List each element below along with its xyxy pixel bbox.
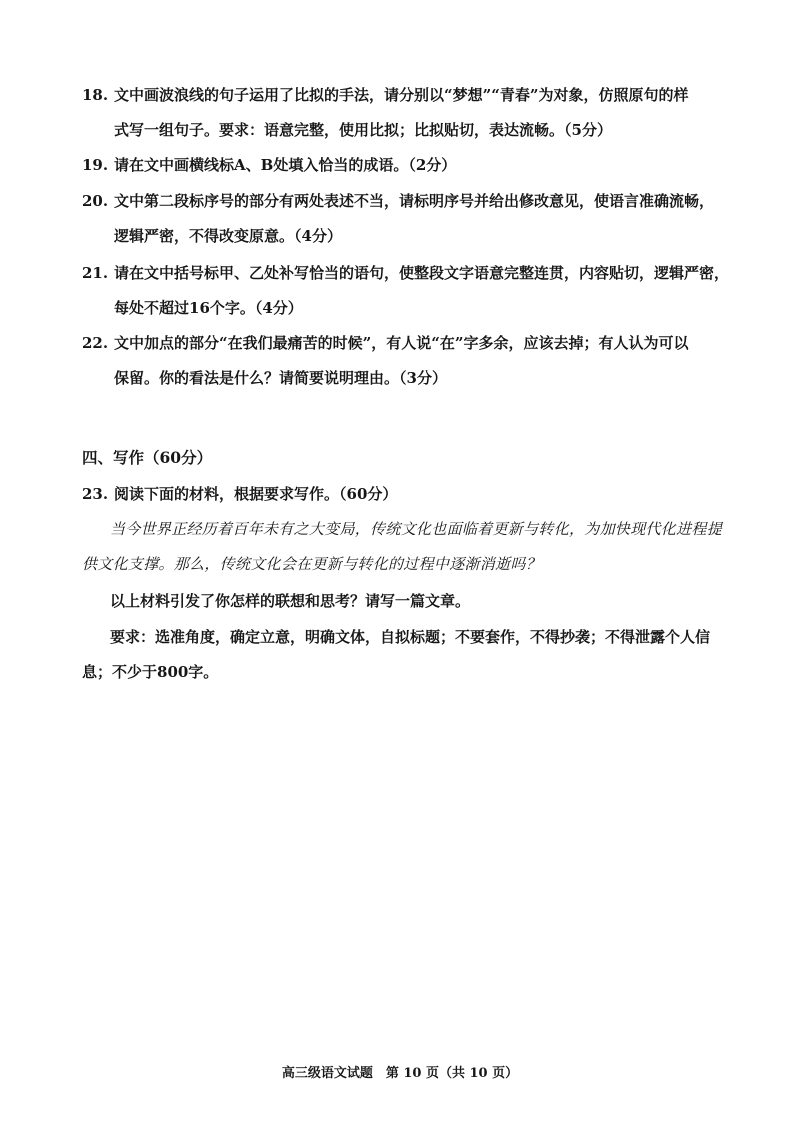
question-text-line: 请在文中括号标甲、乙处补写恰当的语句，使整段文字语意完整连贯，内容贴切，逻辑严密， xyxy=(114,264,730,282)
writing-material xyxy=(82,512,750,582)
question-number: 20. xyxy=(82,192,109,210)
question-23 xyxy=(82,477,752,512)
question-text-line: 每处不超过16个字。（4分） xyxy=(114,299,303,317)
question-text-line: 阅读下面的材料，根据要求写作。（60分） xyxy=(114,485,398,503)
question-number: 23. xyxy=(82,485,109,503)
question-text-line: 逻辑严密，不得改变原意。（4分） xyxy=(114,227,342,245)
question-text-line: 请在文中画横线标A、B处填入恰当的成语。（2分） xyxy=(114,156,457,174)
question-text-line: 文中画波浪线的句子运用了比拟的手法，请分别以“梦想”“青春”为对象，仿照原句的样 xyxy=(114,86,689,104)
material-line: 当今世界正经历着百年未有之大变局，传统文化也面临着更新与转化，为加快现代化进程提 xyxy=(110,520,723,538)
question-number: 19. xyxy=(82,156,109,174)
prompt-line: 以上材料引发了你怎样的联想和思考？请写一篇文章。 xyxy=(110,592,471,610)
question-19 xyxy=(82,148,752,183)
writing-prompt xyxy=(82,584,750,619)
requirements-line: 要求：选准角度，确定立意，明确文体，自拟标题；不要套作，不得抄袭；不得泄露个人信 xyxy=(110,628,711,646)
question-text-line: 文中加点的部分“在我们最痛苦的时候”，有人说“在”字多余，应该去掉；有人认为可以 xyxy=(114,334,689,352)
requirements-line: 息；不少于800字。 xyxy=(82,663,219,681)
question-text-line: 保留。你的看法是什么？请简要说明理由。（3分） xyxy=(114,369,447,387)
section-heading-writing: 四、写作（60分） xyxy=(82,448,213,467)
question-number: 18. xyxy=(82,86,109,104)
question-18 xyxy=(82,78,752,148)
page-footer: 高三级语文试题 第 10 页（共 10 页） xyxy=(281,1066,519,1081)
question-number: 22. xyxy=(82,334,109,352)
writing-requirements xyxy=(82,620,750,690)
question-20 xyxy=(82,184,752,254)
question-text-line: 文中第二段标序号的部分有两处表述不当，请标明序号并给出修改意见，使语言准确流畅， xyxy=(114,192,715,210)
question-number: 21. xyxy=(82,264,109,282)
question-21 xyxy=(82,256,752,326)
question-text-line: 式写一组句子。要求：语意完整，使用比拟；比拟贴切，表达流畅。（5分） xyxy=(114,121,612,139)
material-line: 供文化支撑。那么，传统文化会在更新与转化的过程中逐渐消逝吗？ xyxy=(82,555,542,573)
question-22 xyxy=(82,326,752,396)
